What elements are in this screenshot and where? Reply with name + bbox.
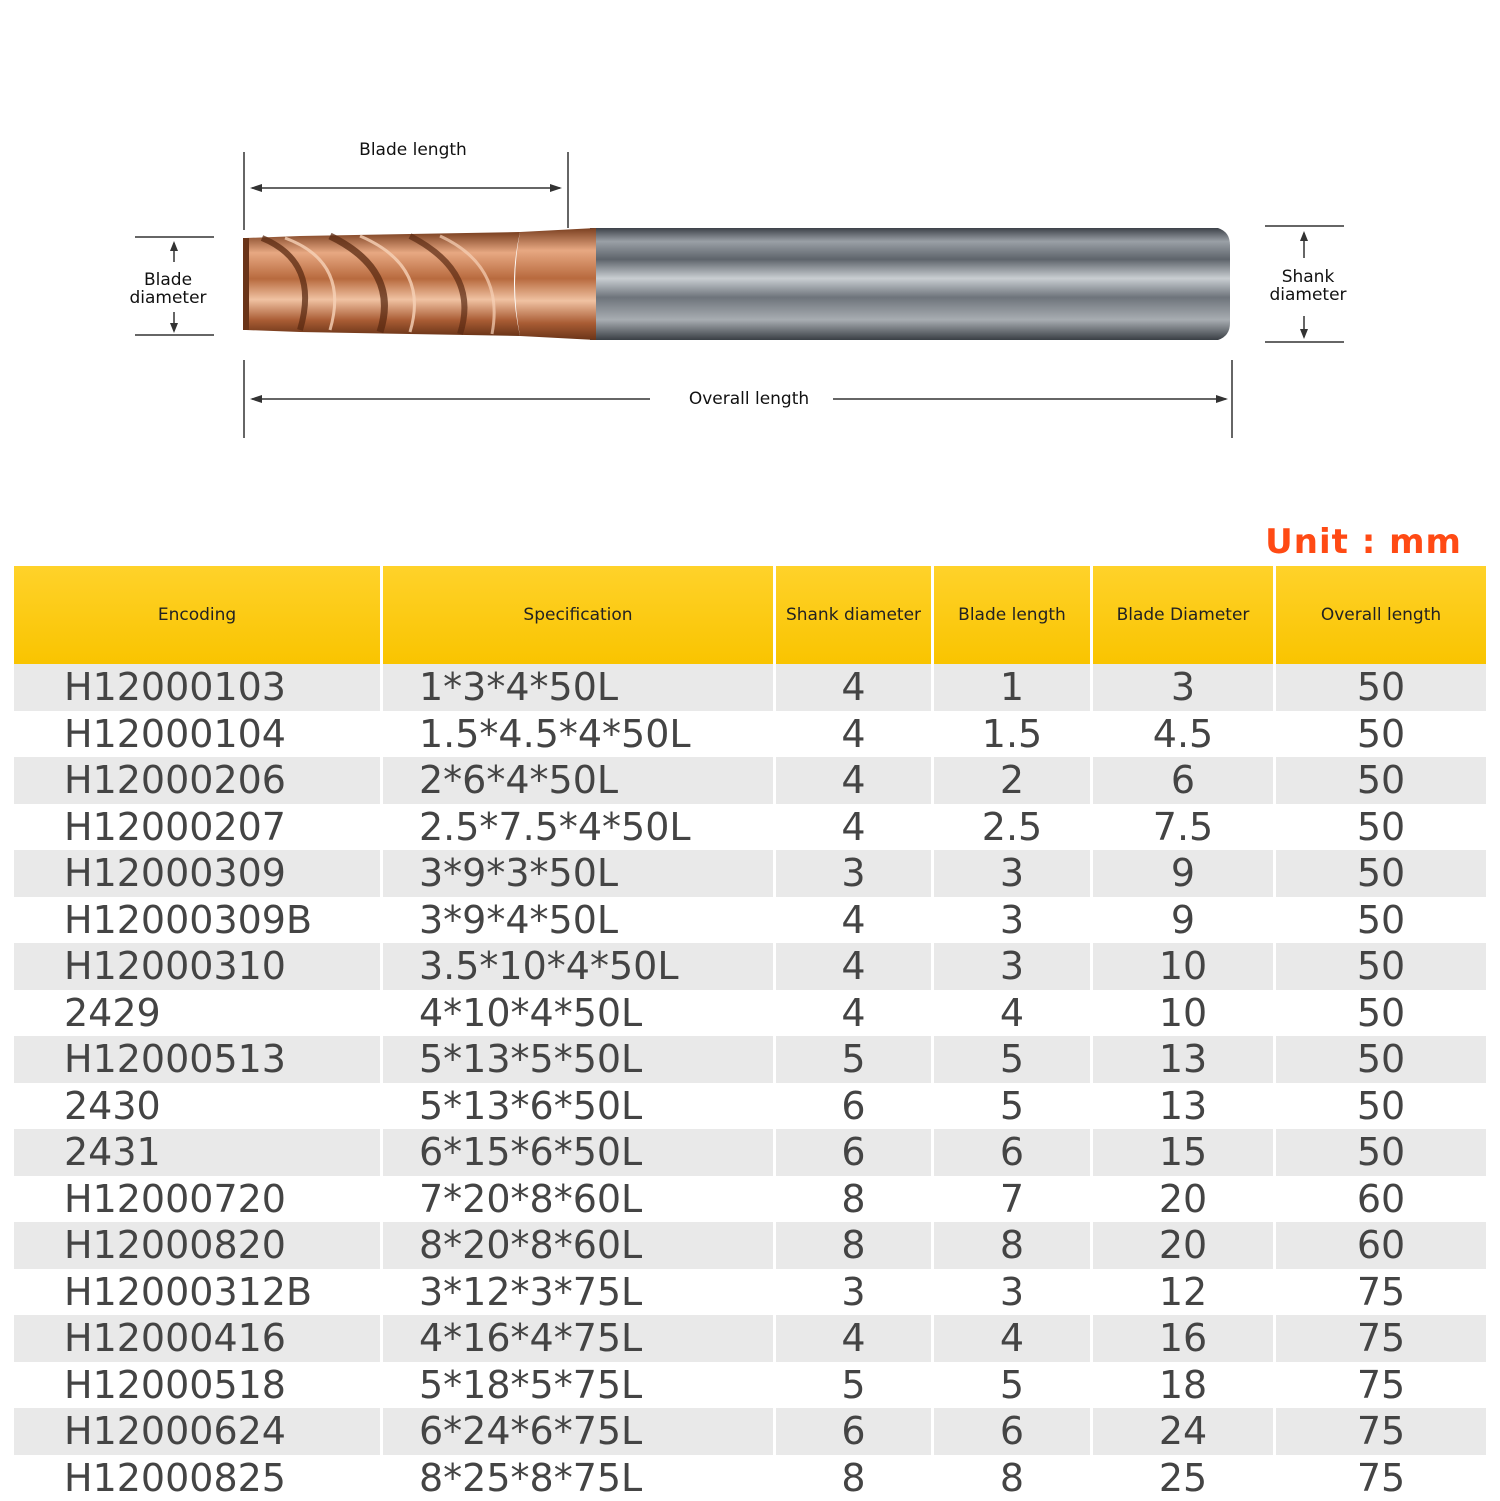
- overall-length-label: Overall length: [665, 390, 833, 408]
- cell-specification: 1.5*4.5*4*50L: [383, 711, 776, 758]
- cell-blade-length: 1: [934, 664, 1093, 711]
- cell-blade-diameter: 6: [1093, 757, 1276, 804]
- table-body: [14, 664, 1486, 1501]
- table-row: [14, 1315, 1486, 1362]
- cell-shank-diameter: 6: [776, 1129, 934, 1176]
- cell-shank-diameter: 4: [776, 711, 934, 758]
- cell-shank-diameter: 8: [776, 1176, 934, 1223]
- cell-encoding: 2431: [14, 1129, 383, 1176]
- cell-shank-diameter: 4: [776, 1315, 934, 1362]
- cell-blade-length: 3: [934, 943, 1093, 990]
- cell-blade-diameter: 24: [1093, 1408, 1276, 1455]
- table-row: [14, 1362, 1486, 1409]
- cell-specification: 3.5*10*4*50L: [383, 943, 776, 990]
- table-row: [14, 990, 1486, 1037]
- cell-encoding: 2430: [14, 1083, 383, 1130]
- cell-overall-length: 50: [1276, 990, 1486, 1037]
- table-row: [14, 943, 1486, 990]
- cell-shank-diameter: 3: [776, 1269, 934, 1316]
- cell-encoding: H12000207: [14, 804, 383, 851]
- cell-blade-length: 6: [934, 1408, 1093, 1455]
- cell-specification: 3*12*3*75L: [383, 1269, 776, 1316]
- cell-blade-diameter: 16: [1093, 1315, 1276, 1362]
- header-overall-length: Overall length: [1276, 566, 1486, 664]
- table-row: [14, 1176, 1486, 1223]
- cell-overall-length: 50: [1276, 897, 1486, 944]
- cell-overall-length: 50: [1276, 711, 1486, 758]
- cell-blade-diameter: 10: [1093, 990, 1276, 1037]
- cell-blade-length: 6: [934, 1129, 1093, 1176]
- end-mill-dimension-diagram: [0, 0, 1500, 500]
- cell-encoding: H12000206: [14, 757, 383, 804]
- table-row: [14, 1408, 1486, 1455]
- header-blade-diameter: Blade Diameter: [1093, 566, 1276, 664]
- cell-encoding: H12000720: [14, 1176, 383, 1223]
- table-row: [14, 757, 1486, 804]
- cell-encoding: H12000309B: [14, 897, 383, 944]
- cell-blade-diameter: 13: [1093, 1036, 1276, 1083]
- cell-blade-length: 3: [934, 1269, 1093, 1316]
- cell-specification: 2*6*4*50L: [383, 757, 776, 804]
- cell-blade-diameter: 3: [1093, 664, 1276, 711]
- header-specification: Specification: [383, 566, 776, 664]
- shank-diameter-label: [1250, 268, 1366, 304]
- table-row: [14, 1269, 1486, 1316]
- cell-shank-diameter: 6: [776, 1408, 934, 1455]
- cell-blade-diameter: 15: [1093, 1129, 1276, 1176]
- cell-specification: 6*24*6*75L: [383, 1408, 776, 1455]
- cell-specification: 5*13*5*50L: [383, 1036, 776, 1083]
- cell-blade-length: 4: [934, 1315, 1093, 1362]
- cell-overall-length: 60: [1276, 1176, 1486, 1223]
- table-row: [14, 1083, 1486, 1130]
- cell-specification: 4*10*4*50L: [383, 990, 776, 1037]
- cell-encoding: H12000309: [14, 850, 383, 897]
- unit-label: Unit : mm: [1265, 522, 1462, 562]
- cell-encoding: H12000103: [14, 664, 383, 711]
- cell-blade-diameter: 20: [1093, 1176, 1276, 1223]
- table-row: [14, 850, 1486, 897]
- cell-specification: 8*25*8*75L: [383, 1455, 776, 1501]
- cell-blade-length: 5: [934, 1362, 1093, 1409]
- table-row: [14, 897, 1486, 944]
- header-shank-diameter: Shank diameter: [776, 566, 934, 664]
- cell-blade-length: 2.5: [934, 804, 1093, 851]
- shank-diameter-label-line1: Shank: [1250, 268, 1366, 286]
- blade-diameter-label: [110, 271, 226, 307]
- cell-overall-length: 75: [1276, 1455, 1486, 1501]
- cell-blade-length: 8: [934, 1455, 1093, 1501]
- blade-length-label: Blade length: [340, 141, 486, 159]
- cell-specification: 5*13*6*50L: [383, 1083, 776, 1130]
- table-row: [14, 1036, 1486, 1083]
- cell-shank-diameter: 4: [776, 943, 934, 990]
- cell-blade-diameter: 12: [1093, 1269, 1276, 1316]
- cell-overall-length: 75: [1276, 1269, 1486, 1316]
- cell-overall-length: 50: [1276, 1083, 1486, 1130]
- cell-blade-diameter: 9: [1093, 897, 1276, 944]
- table-row: [14, 711, 1486, 758]
- blade-diameter-label-line1: Blade: [110, 271, 226, 289]
- cell-blade-diameter: 7.5: [1093, 804, 1276, 851]
- table-row: [14, 664, 1486, 711]
- cell-shank-diameter: 4: [776, 664, 934, 711]
- cell-encoding: H12000820: [14, 1222, 383, 1269]
- cell-specification: 3*9*4*50L: [383, 897, 776, 944]
- cell-overall-length: 75: [1276, 1315, 1486, 1362]
- cell-encoding: H12000312B: [14, 1269, 383, 1316]
- cell-blade-length: 3: [934, 897, 1093, 944]
- cell-specification: 4*16*4*75L: [383, 1315, 776, 1362]
- cell-specification: 5*18*5*75L: [383, 1362, 776, 1409]
- cell-encoding: H12000513: [14, 1036, 383, 1083]
- cell-encoding: H12000416: [14, 1315, 383, 1362]
- cell-blade-diameter: 9: [1093, 850, 1276, 897]
- cell-overall-length: 50: [1276, 804, 1486, 851]
- end-mill-drawing: [0, 0, 1500, 500]
- cell-shank-diameter: 4: [776, 804, 934, 851]
- cell-specification: 7*20*8*60L: [383, 1176, 776, 1223]
- cell-overall-length: 50: [1276, 850, 1486, 897]
- cell-blade-diameter: 13: [1093, 1083, 1276, 1130]
- cell-blade-diameter: 10: [1093, 943, 1276, 990]
- cell-shank-diameter: 8: [776, 1455, 934, 1501]
- cell-specification: 3*9*3*50L: [383, 850, 776, 897]
- table-row: [14, 1129, 1486, 1176]
- cell-blade-diameter: 4.5: [1093, 711, 1276, 758]
- cell-shank-diameter: 4: [776, 757, 934, 804]
- cell-blade-diameter: 25: [1093, 1455, 1276, 1501]
- cell-specification: 2.5*7.5*4*50L: [383, 804, 776, 851]
- cell-encoding: H12000104: [14, 711, 383, 758]
- cell-shank-diameter: 6: [776, 1083, 934, 1130]
- table-row: [14, 1222, 1486, 1269]
- cell-blade-length: 4: [934, 990, 1093, 1037]
- cell-encoding: H12000310: [14, 943, 383, 990]
- cell-blade-length: 5: [934, 1036, 1093, 1083]
- cell-encoding: H12000518: [14, 1362, 383, 1409]
- cell-specification: 8*20*8*60L: [383, 1222, 776, 1269]
- cell-specification: 6*15*6*50L: [383, 1129, 776, 1176]
- cell-encoding: H12000624: [14, 1408, 383, 1455]
- cell-blade-diameter: 18: [1093, 1362, 1276, 1409]
- cell-blade-length: 7: [934, 1176, 1093, 1223]
- header-blade-length: Blade length: [934, 566, 1093, 664]
- cell-encoding: 2429: [14, 990, 383, 1037]
- shank-body: [590, 228, 1230, 340]
- cell-overall-length: 50: [1276, 1129, 1486, 1176]
- cell-blade-length: 3: [934, 850, 1093, 897]
- table-row: [14, 804, 1486, 851]
- cell-shank-diameter: 5: [776, 1036, 934, 1083]
- cell-blade-length: 8: [934, 1222, 1093, 1269]
- cell-shank-diameter: 4: [776, 897, 934, 944]
- table-row: [14, 1455, 1486, 1501]
- cell-overall-length: 50: [1276, 943, 1486, 990]
- header-encoding: Encoding: [14, 566, 383, 664]
- cell-shank-diameter: 5: [776, 1362, 934, 1409]
- cell-blade-diameter: 20: [1093, 1222, 1276, 1269]
- cell-specification: 1*3*4*50L: [383, 664, 776, 711]
- shank-diameter-label-line2: diameter: [1250, 286, 1366, 304]
- cell-overall-length: 75: [1276, 1362, 1486, 1409]
- cell-overall-length: 50: [1276, 664, 1486, 711]
- cell-blade-length: 2: [934, 757, 1093, 804]
- cell-overall-length: 50: [1276, 1036, 1486, 1083]
- cell-shank-diameter: 3: [776, 850, 934, 897]
- blade-diameter-label-line2: diameter: [110, 289, 226, 307]
- cell-overall-length: 75: [1276, 1408, 1486, 1455]
- cell-overall-length: 60: [1276, 1222, 1486, 1269]
- cell-shank-diameter: 4: [776, 990, 934, 1037]
- cell-blade-length: 5: [934, 1083, 1093, 1130]
- table-header-row: [14, 566, 1486, 664]
- cell-shank-diameter: 8: [776, 1222, 934, 1269]
- specification-table: [14, 566, 1486, 1501]
- cell-encoding: H12000825: [14, 1455, 383, 1501]
- cell-overall-length: 50: [1276, 757, 1486, 804]
- cell-blade-length: 1.5: [934, 711, 1093, 758]
